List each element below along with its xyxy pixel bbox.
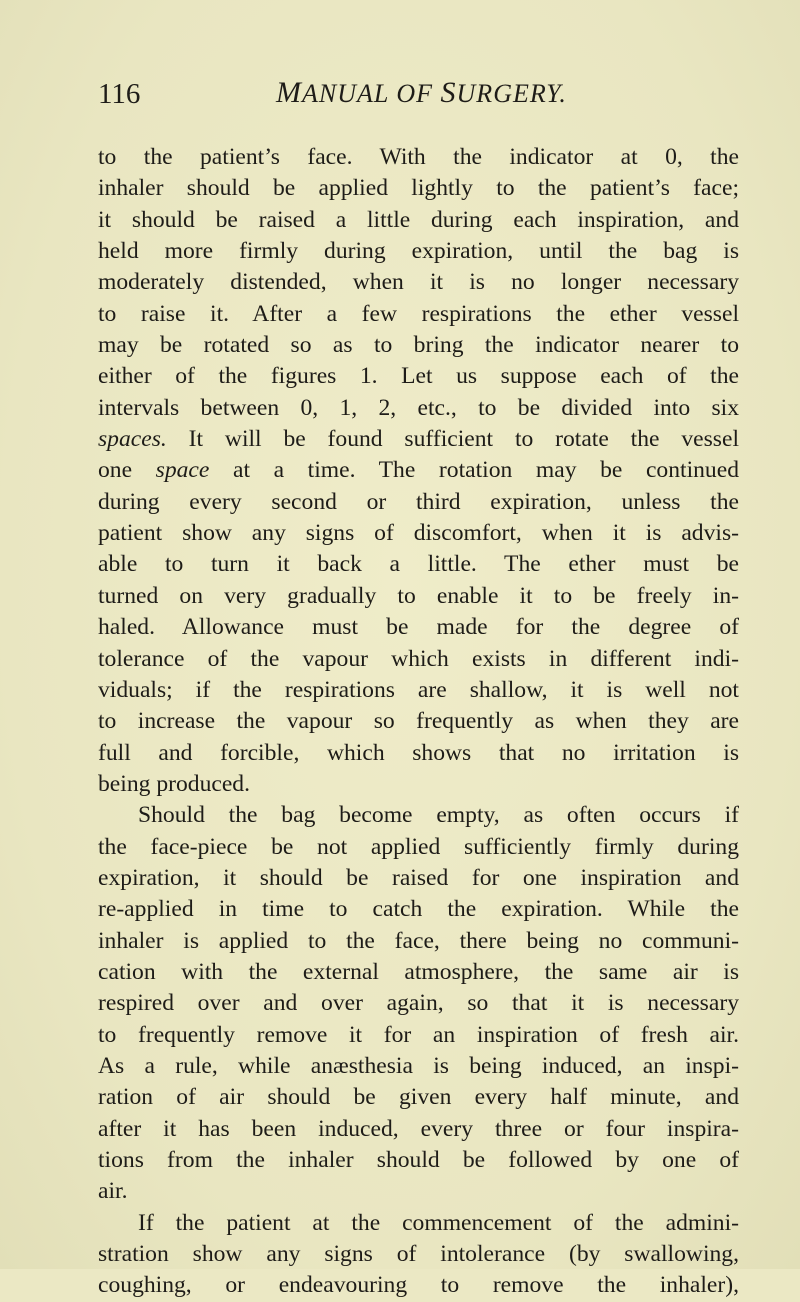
text-line: re-applied in time to catch the expiration. While the <box>98 896 739 923</box>
text-line: held more firmly during expiration, until the bag is <box>98 238 739 265</box>
text-line: ration of air should be given every half minute, and <box>98 1084 739 1111</box>
text-segment: It will be found sufficient to rotate the vessel <box>166 426 739 453</box>
running-title <box>276 76 567 110</box>
text-line: to increase the vapour so frequently as when they are <box>98 708 739 735</box>
text-line: haled. Allowance must be made for the degree of <box>98 614 739 641</box>
text-line: moderately distended, when it is no longer necessary <box>98 269 739 296</box>
text-line <box>98 424 739 455</box>
text-line: inhaler should be applied lightly to the patient’s face; <box>98 175 739 202</box>
text-line: tions from the inhaler should be followed by one of <box>98 1147 739 1173</box>
text-line: Should the bag become empty, as often occurs if <box>138 802 739 829</box>
text-segment: at a time. The rotation may be continued <box>209 457 739 484</box>
page-header <box>98 76 738 116</box>
text-line: patient show any signs of discomfort, when it is advis- <box>98 520 739 547</box>
text-line: If the patient at the commencement of the admini- <box>138 1209 739 1236</box>
text-line <box>98 455 739 486</box>
text-line: tolerance of the vapour which exists in different indi- <box>98 645 739 672</box>
italic-term: spaces. <box>98 426 167 453</box>
title-cap-m: M <box>276 76 302 109</box>
text-line: viduals; if the respirations are shallow, it is well not <box>98 676 739 703</box>
text-line: coughing, or endeavouring to remove the inhaler), <box>98 1272 739 1299</box>
title-small-caps-1: ANUAL OF <box>302 79 441 108</box>
text-segment: one <box>98 457 156 484</box>
text-line: during every second or third expiration, unless the <box>98 488 739 515</box>
italic-term: space <box>155 457 210 484</box>
text-line: to raise it. After a few respirations the ether vessel <box>98 300 739 327</box>
text-line: after it has been induced, every three or four inspira- <box>98 1115 739 1142</box>
text-line: intervals between 0, 1, 2, etc., to be divided into six <box>98 394 739 421</box>
title-small-caps-2: URGERY. <box>456 79 567 108</box>
text-line: inhaler is applied to the face, there being no communi- <box>98 927 739 954</box>
text-line: to the patient’s face. With the indicator at 0, the <box>98 144 739 170</box>
text-line: full and forcible, which shows that no irritation is <box>98 739 739 766</box>
text-line: air. <box>98 1178 128 1205</box>
text-line: As a rule, while anæsthesia is being induced, an inspi- <box>98 1052 739 1079</box>
text-line: cation with the external atmosphere, the same air is <box>98 958 739 985</box>
text-line: turned on very gradually to enable it to be freely in- <box>98 582 739 609</box>
text-line: stration show any signs of intolerance (by swallowing, <box>98 1241 739 1268</box>
text-line: expiration, it should be raised for one inspiration and <box>98 864 739 891</box>
text-line: to frequently remove it for an inspiration of fresh air. <box>98 1021 739 1048</box>
text-line: able to turn it back a little. The ether must be <box>98 551 739 578</box>
text-line: it should be raised a little during each inspiration, and <box>98 206 739 233</box>
text-line: the face-piece be not applied sufficiently firmly during <box>98 833 739 860</box>
text-line: respired over and over again, so that it is necessary <box>98 990 739 1017</box>
text-line: either of the figures 1. Let us suppose each of the <box>98 363 739 390</box>
body-text <box>98 142 739 1302</box>
text-line: being produced. <box>98 770 250 797</box>
text-line: may be rotated so as to bring the indicator nearer to <box>98 332 739 359</box>
title-cap-s: S <box>440 76 457 109</box>
page-number: 116 <box>98 78 141 110</box>
